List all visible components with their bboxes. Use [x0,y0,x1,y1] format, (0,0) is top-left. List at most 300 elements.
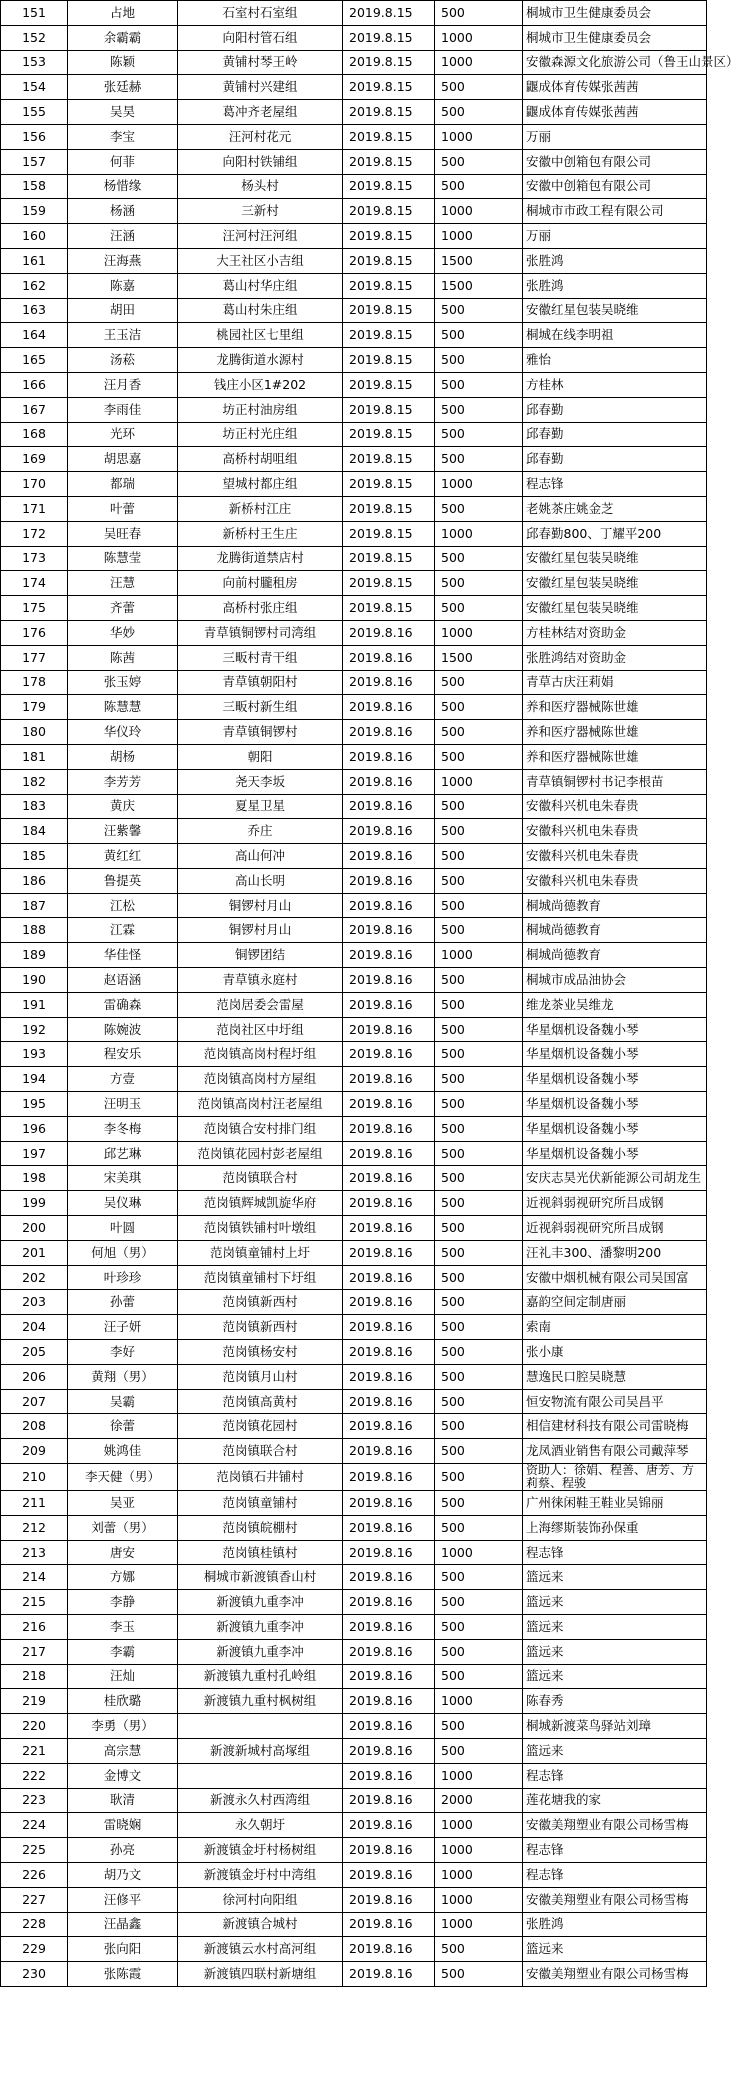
amount-cell: 500 [435,1141,523,1166]
date-cell: 2019.8.16 [343,620,435,645]
amount-cell: 500 [435,819,523,844]
student-name-cell: 赵语涵 [68,968,178,993]
donor-cell: 安徽中创箱包有限公司 [523,174,707,199]
student-name-cell: 胡乃文 [68,1862,178,1887]
address-cell: 范岗镇花园村 [178,1414,343,1439]
row-number-cell: 195 [1,1092,68,1117]
table-row [1,1116,707,1141]
address-cell: 新渡镇九重李冲 [178,1590,343,1615]
address-cell: 桃园社区七里组 [178,323,343,348]
donor-cell: 桐城市市政工程有限公司 [523,199,707,224]
student-name-cell: 李静 [68,1590,178,1615]
date-cell: 2019.8.16 [343,1937,435,1962]
student-name-cell: 张陈霞 [68,1962,178,1987]
address-cell: 新渡镇九重李冲 [178,1615,343,1640]
amount-cell: 500 [435,868,523,893]
address-cell: 朝阳 [178,744,343,769]
date-cell: 2019.8.15 [343,397,435,422]
table-row [1,1491,707,1516]
date-cell: 2019.8.16 [343,1464,435,1491]
date-cell: 2019.8.15 [343,25,435,50]
donor-cell: 邱春勤 [523,422,707,447]
date-cell: 2019.8.16 [343,1166,435,1191]
table-row [1,348,707,373]
student-name-cell: 桂欣璐 [68,1689,178,1714]
table-row [1,174,707,199]
donor-cell: 桐城新渡菜鸟驿站刘璋 [523,1714,707,1739]
student-name-cell: 黄翔（男） [68,1364,178,1389]
address-cell: 新渡镇金圩村中湾组 [178,1862,343,1887]
amount-cell: 1000 [435,1689,523,1714]
date-cell: 2019.8.16 [343,1265,435,1290]
table-row [1,1813,707,1838]
row-number-cell: 209 [1,1439,68,1464]
address-cell: 范岗镇高岗村程圩组 [178,1042,343,1067]
table-row [1,893,707,918]
donor-cell: 篮远来 [523,1738,707,1763]
date-cell: 2019.8.16 [343,819,435,844]
date-cell: 2019.8.16 [343,1191,435,1216]
address-cell: 新渡镇云水村高河组 [178,1937,343,1962]
row-number-cell: 170 [1,472,68,497]
row-number-cell: 181 [1,744,68,769]
address-cell: 范岗镇杨安村 [178,1340,343,1365]
row-number-cell: 175 [1,596,68,621]
row-number-cell: 202 [1,1265,68,1290]
student-name-cell: 华仪玲 [68,720,178,745]
date-cell: 2019.8.16 [343,794,435,819]
table-row [1,546,707,571]
student-name-cell: 光环 [68,422,178,447]
donor-cell: 莲花塘我的家 [523,1788,707,1813]
amount-cell: 500 [435,1315,523,1340]
address-cell: 向前村朧租房 [178,571,343,596]
table-row [1,1540,707,1565]
address-cell: 青草镇铜锣村司湾组 [178,620,343,645]
student-name-cell: 雷确森 [68,992,178,1017]
row-number-cell: 223 [1,1788,68,1813]
row-number-cell: 184 [1,819,68,844]
table-row [1,50,707,75]
amount-cell: 500 [435,546,523,571]
student-name-cell: 李芳芳 [68,769,178,794]
address-cell: 范岗镇高岗村汪老屋组 [178,1092,343,1117]
date-cell: 2019.8.16 [343,1639,435,1664]
donor-cell: 鼴成体育传媒张茜茜 [523,100,707,125]
row-number-cell: 197 [1,1141,68,1166]
amount-cell: 500 [435,695,523,720]
donor-cell: 养和医疗器械陈世雄 [523,720,707,745]
date-cell: 2019.8.16 [343,695,435,720]
table-row [1,1565,707,1590]
row-number-cell: 220 [1,1714,68,1739]
student-name-cell: 吴昊 [68,100,178,125]
student-name-cell: 胡杨 [68,744,178,769]
donor-cell: 青草镇铜锣村书记李根苗 [523,769,707,794]
row-number-cell: 200 [1,1216,68,1241]
amount-cell: 500 [435,968,523,993]
amount-cell: 500 [435,596,523,621]
donor-cell: 程志锋 [523,1838,707,1863]
student-name-cell: 刘蕾（男） [68,1515,178,1540]
row-number-cell: 162 [1,273,68,298]
row-number-cell: 166 [1,372,68,397]
amount-cell: 500 [435,670,523,695]
address-cell: 范岗镇辉城凯旋华府 [178,1191,343,1216]
row-number-cell: 218 [1,1664,68,1689]
student-name-cell: 汪紫馨 [68,819,178,844]
amount-cell: 500 [435,893,523,918]
date-cell: 2019.8.16 [343,1017,435,1042]
date-cell: 2019.8.16 [343,1813,435,1838]
amount-cell: 500 [435,1067,523,1092]
address-cell: 向阳村铁铺组 [178,149,343,174]
donor-cell: 华星烟机设备魏小琴 [523,1092,707,1117]
amount-cell: 500 [435,1389,523,1414]
address-cell: 高山何冲 [178,844,343,869]
address-cell: 范岗镇联合村 [178,1166,343,1191]
row-number-cell: 174 [1,571,68,596]
address-cell: 范岗镇皖棚村 [178,1515,343,1540]
table-row [1,1,707,26]
row-number-cell: 172 [1,521,68,546]
row-number-cell: 210 [1,1464,68,1491]
row-number-cell: 226 [1,1862,68,1887]
date-cell: 2019.8.16 [343,1042,435,1067]
student-name-cell: 李好 [68,1340,178,1365]
table-row [1,596,707,621]
table-row [1,1838,707,1863]
date-cell: 2019.8.16 [343,918,435,943]
student-name-cell: 叶蕾 [68,496,178,521]
row-number-cell: 158 [1,174,68,199]
amount-cell: 500 [435,1565,523,1590]
row-number-cell: 167 [1,397,68,422]
date-cell: 2019.8.16 [343,1092,435,1117]
amount-cell: 1000 [435,1540,523,1565]
amount-cell: 500 [435,1439,523,1464]
amount-cell: 1000 [435,1813,523,1838]
date-cell: 2019.8.16 [343,1689,435,1714]
address-cell: 铜锣村月山 [178,893,343,918]
table-row [1,1240,707,1265]
address-cell: 高山长明 [178,868,343,893]
table-row [1,1639,707,1664]
student-name-cell: 华妙 [68,620,178,645]
address-cell: 徐河村向阳组 [178,1887,343,1912]
table-row [1,75,707,100]
table-row [1,447,707,472]
table-row [1,1414,707,1439]
row-number-cell: 153 [1,50,68,75]
amount-cell: 1000 [435,769,523,794]
amount-cell: 500 [435,149,523,174]
date-cell: 2019.8.16 [343,1862,435,1887]
donor-cell: 程志锋 [523,1540,707,1565]
date-cell: 2019.8.15 [343,224,435,249]
date-cell: 2019.8.16 [343,1414,435,1439]
date-cell: 2019.8.15 [343,100,435,125]
amount-cell: 1000 [435,50,523,75]
row-number-cell: 224 [1,1813,68,1838]
amount-cell: 500 [435,794,523,819]
address-cell: 汪河村花元 [178,124,343,149]
donor-cell: 篮远来 [523,1664,707,1689]
address-cell: 汪河村汪河组 [178,224,343,249]
donor-cell: 程志锋 [523,1763,707,1788]
row-number-cell: 159 [1,199,68,224]
table-row [1,199,707,224]
table-row [1,794,707,819]
date-cell: 2019.8.15 [343,472,435,497]
address-cell: 铜锣团结 [178,943,343,968]
address-cell: 范岗镇高岗村方屋组 [178,1067,343,1092]
row-number-cell: 191 [1,992,68,1017]
amount-cell: 500 [435,323,523,348]
student-name-cell: 方壹 [68,1067,178,1092]
table-row [1,968,707,993]
date-cell: 2019.8.16 [343,968,435,993]
address-cell: 向阳村管石组 [178,25,343,50]
date-cell: 2019.8.15 [343,149,435,174]
date-cell: 2019.8.16 [343,1389,435,1414]
amount-cell: 500 [435,1515,523,1540]
address-cell: 范岗镇花园村彭老屋组 [178,1141,343,1166]
address-cell: 范岗镇月山村 [178,1364,343,1389]
row-number-cell: 176 [1,620,68,645]
address-cell: 高桥村张庄组 [178,596,343,621]
student-name-cell: 李雨佳 [68,397,178,422]
donor-cell: 篮远来 [523,1615,707,1640]
address-cell: 乔庄 [178,819,343,844]
student-name-cell: 孙亮 [68,1838,178,1863]
amount-cell: 500 [435,1464,523,1491]
amount-cell: 1000 [435,1862,523,1887]
row-number-cell: 228 [1,1912,68,1937]
amount-cell: 500 [435,1414,523,1439]
table-row [1,1439,707,1464]
row-number-cell: 229 [1,1937,68,1962]
row-number-cell: 189 [1,943,68,968]
date-cell: 2019.8.15 [343,1,435,26]
student-name-cell: 孙蕾 [68,1290,178,1315]
address-cell: 新桥村王生庄 [178,521,343,546]
amount-cell: 500 [435,744,523,769]
table-row [1,248,707,273]
donor-cell: 华星烟机设备魏小琴 [523,1042,707,1067]
donor-cell: 安徽中烟机械有限公司吴国富 [523,1265,707,1290]
row-number-cell: 164 [1,323,68,348]
address-cell: 范岗镇童铺村上圩 [178,1240,343,1265]
student-name-cell: 何菲 [68,149,178,174]
table-row [1,1937,707,1962]
address-cell: 大王社区小吉组 [178,248,343,273]
donor-cell: 老姚茶庄姚金芝 [523,496,707,521]
table-row [1,571,707,596]
row-number-cell: 217 [1,1639,68,1664]
table-row [1,1464,707,1491]
amount-cell: 1500 [435,248,523,273]
row-number-cell: 213 [1,1540,68,1565]
address-cell: 望城村都庄组 [178,472,343,497]
student-name-cell: 叶圆 [68,1216,178,1241]
date-cell: 2019.8.16 [343,1216,435,1241]
donor-cell: 安徽森源文化旅游公司（鲁王山景区） [523,50,707,75]
row-number-cell: 179 [1,695,68,720]
student-name-cell: 李玉 [68,1615,178,1640]
student-name-cell: 胡田 [68,298,178,323]
row-number-cell: 212 [1,1515,68,1540]
amount-cell: 500 [435,1664,523,1689]
date-cell: 2019.8.16 [343,992,435,1017]
student-name-cell: 江霖 [68,918,178,943]
donor-cell: 近视斜弱视研究所吕成钢 [523,1191,707,1216]
amount-cell: 500 [435,1714,523,1739]
amount-cell: 1000 [435,124,523,149]
address-cell: 范岗镇联合村 [178,1439,343,1464]
donor-cell: 安庆志昊光伏新能源公司胡龙生 [523,1166,707,1191]
date-cell: 2019.8.16 [343,1912,435,1937]
student-name-cell: 李勇（男） [68,1714,178,1739]
student-name-cell: 雷晓娴 [68,1813,178,1838]
address-cell: 杨头村 [178,174,343,199]
student-name-cell: 李霸 [68,1639,178,1664]
table-row [1,819,707,844]
address-cell: 三畈村新生组 [178,695,343,720]
amount-cell: 500 [435,100,523,125]
address-cell: 新渡永久村西湾组 [178,1788,343,1813]
donor-cell: 养和医疗器械陈世雄 [523,744,707,769]
amount-cell: 1000 [435,224,523,249]
date-cell: 2019.8.16 [343,893,435,918]
student-name-cell: 陈婉波 [68,1017,178,1042]
date-cell: 2019.8.15 [343,273,435,298]
amount-cell: 500 [435,1265,523,1290]
address-cell: 范岗镇铁铺村叶墩组 [178,1216,343,1241]
student-name-cell: 耿清 [68,1788,178,1813]
student-name-cell: 汪涵 [68,224,178,249]
row-number-cell: 206 [1,1364,68,1389]
date-cell: 2019.8.15 [343,298,435,323]
date-cell: 2019.8.16 [343,868,435,893]
amount-cell: 500 [435,1962,523,1987]
table-row [1,1315,707,1340]
address-cell: 新渡镇金圩村杨树组 [178,1838,343,1863]
amount-cell: 500 [435,372,523,397]
donor-cell: 恒安物流有限公司吴昌平 [523,1389,707,1414]
amount-cell: 500 [435,1166,523,1191]
address-cell: 范岗镇桂镇村 [178,1540,343,1565]
amount-cell: 1000 [435,521,523,546]
donor-cell: 雅怡 [523,348,707,373]
table-row [1,943,707,968]
amount-cell: 500 [435,1937,523,1962]
date-cell: 2019.8.15 [343,199,435,224]
date-cell: 2019.8.15 [343,323,435,348]
donor-cell: 方桂林结对资助金 [523,620,707,645]
row-number-cell: 180 [1,720,68,745]
date-cell: 2019.8.15 [343,348,435,373]
date-cell: 2019.8.15 [343,50,435,75]
row-number-cell: 216 [1,1615,68,1640]
address-cell: 坊正村光庄组 [178,422,343,447]
row-number-cell: 151 [1,1,68,26]
donor-cell: 华星烟机设备魏小琴 [523,1067,707,1092]
student-name-cell: 陈慧莹 [68,546,178,571]
donor-cell: 桐城在线李明祖 [523,323,707,348]
table-row [1,1364,707,1389]
address-cell: 范岗镇新西村 [178,1290,343,1315]
address-cell: 范岗镇合安村排门组 [178,1116,343,1141]
student-name-cell: 鲁提英 [68,868,178,893]
donor-cell: 索南 [523,1315,707,1340]
amount-cell: 500 [435,1615,523,1640]
date-cell: 2019.8.16 [343,1887,435,1912]
table-row [1,273,707,298]
amount-cell: 1000 [435,1838,523,1863]
table-row [1,422,707,447]
donor-cell: 方桂林 [523,372,707,397]
row-number-cell: 211 [1,1491,68,1516]
row-number-cell: 165 [1,348,68,373]
row-number-cell: 205 [1,1340,68,1365]
student-name-cell: 吴旺春 [68,521,178,546]
student-name-cell: 黄红红 [68,844,178,869]
table-row [1,1862,707,1887]
date-cell: 2019.8.16 [343,943,435,968]
amount-cell: 500 [435,1738,523,1763]
student-name-cell: 陈慧慧 [68,695,178,720]
student-name-cell: 张玉婷 [68,670,178,695]
student-name-cell: 张向阳 [68,1937,178,1962]
date-cell: 2019.8.16 [343,1962,435,1987]
donor-cell: 篮远来 [523,1639,707,1664]
row-number-cell: 194 [1,1067,68,1092]
student-name-cell: 汪海燕 [68,248,178,273]
address-cell: 黄铺村琴王岭 [178,50,343,75]
row-number-cell: 198 [1,1166,68,1191]
table-row [1,844,707,869]
donor-cell: 桐城尚德教育 [523,943,707,968]
address-cell: 新桥村江庄 [178,496,343,521]
date-cell: 2019.8.16 [343,1340,435,1365]
date-cell: 2019.8.16 [343,1439,435,1464]
address-cell: 新渡镇九重村孔岭组 [178,1664,343,1689]
date-cell: 2019.8.15 [343,174,435,199]
table-row [1,100,707,125]
row-number-cell: 204 [1,1315,68,1340]
address-cell: 新渡镇四联村新塘组 [178,1962,343,1987]
student-name-cell: 宋美琪 [68,1166,178,1191]
amount-cell: 500 [435,174,523,199]
donor-cell: 张胜鸿 [523,1912,707,1937]
row-number-cell: 154 [1,75,68,100]
amount-cell: 1000 [435,472,523,497]
address-cell [178,1763,343,1788]
student-name-cell: 邱艺琳 [68,1141,178,1166]
date-cell: 2019.8.16 [343,1315,435,1340]
date-cell: 2019.8.16 [343,1364,435,1389]
row-number-cell: 186 [1,868,68,893]
table-row [1,298,707,323]
donor-cell: 安徽中创箱包有限公司 [523,149,707,174]
student-name-cell: 汪明玉 [68,1092,178,1117]
donor-cell: 张胜鸿结对资助金 [523,645,707,670]
row-number-cell: 219 [1,1689,68,1714]
address-cell: 新渡镇九重村枫树组 [178,1689,343,1714]
row-number-cell: 201 [1,1240,68,1265]
amount-cell: 500 [435,1590,523,1615]
